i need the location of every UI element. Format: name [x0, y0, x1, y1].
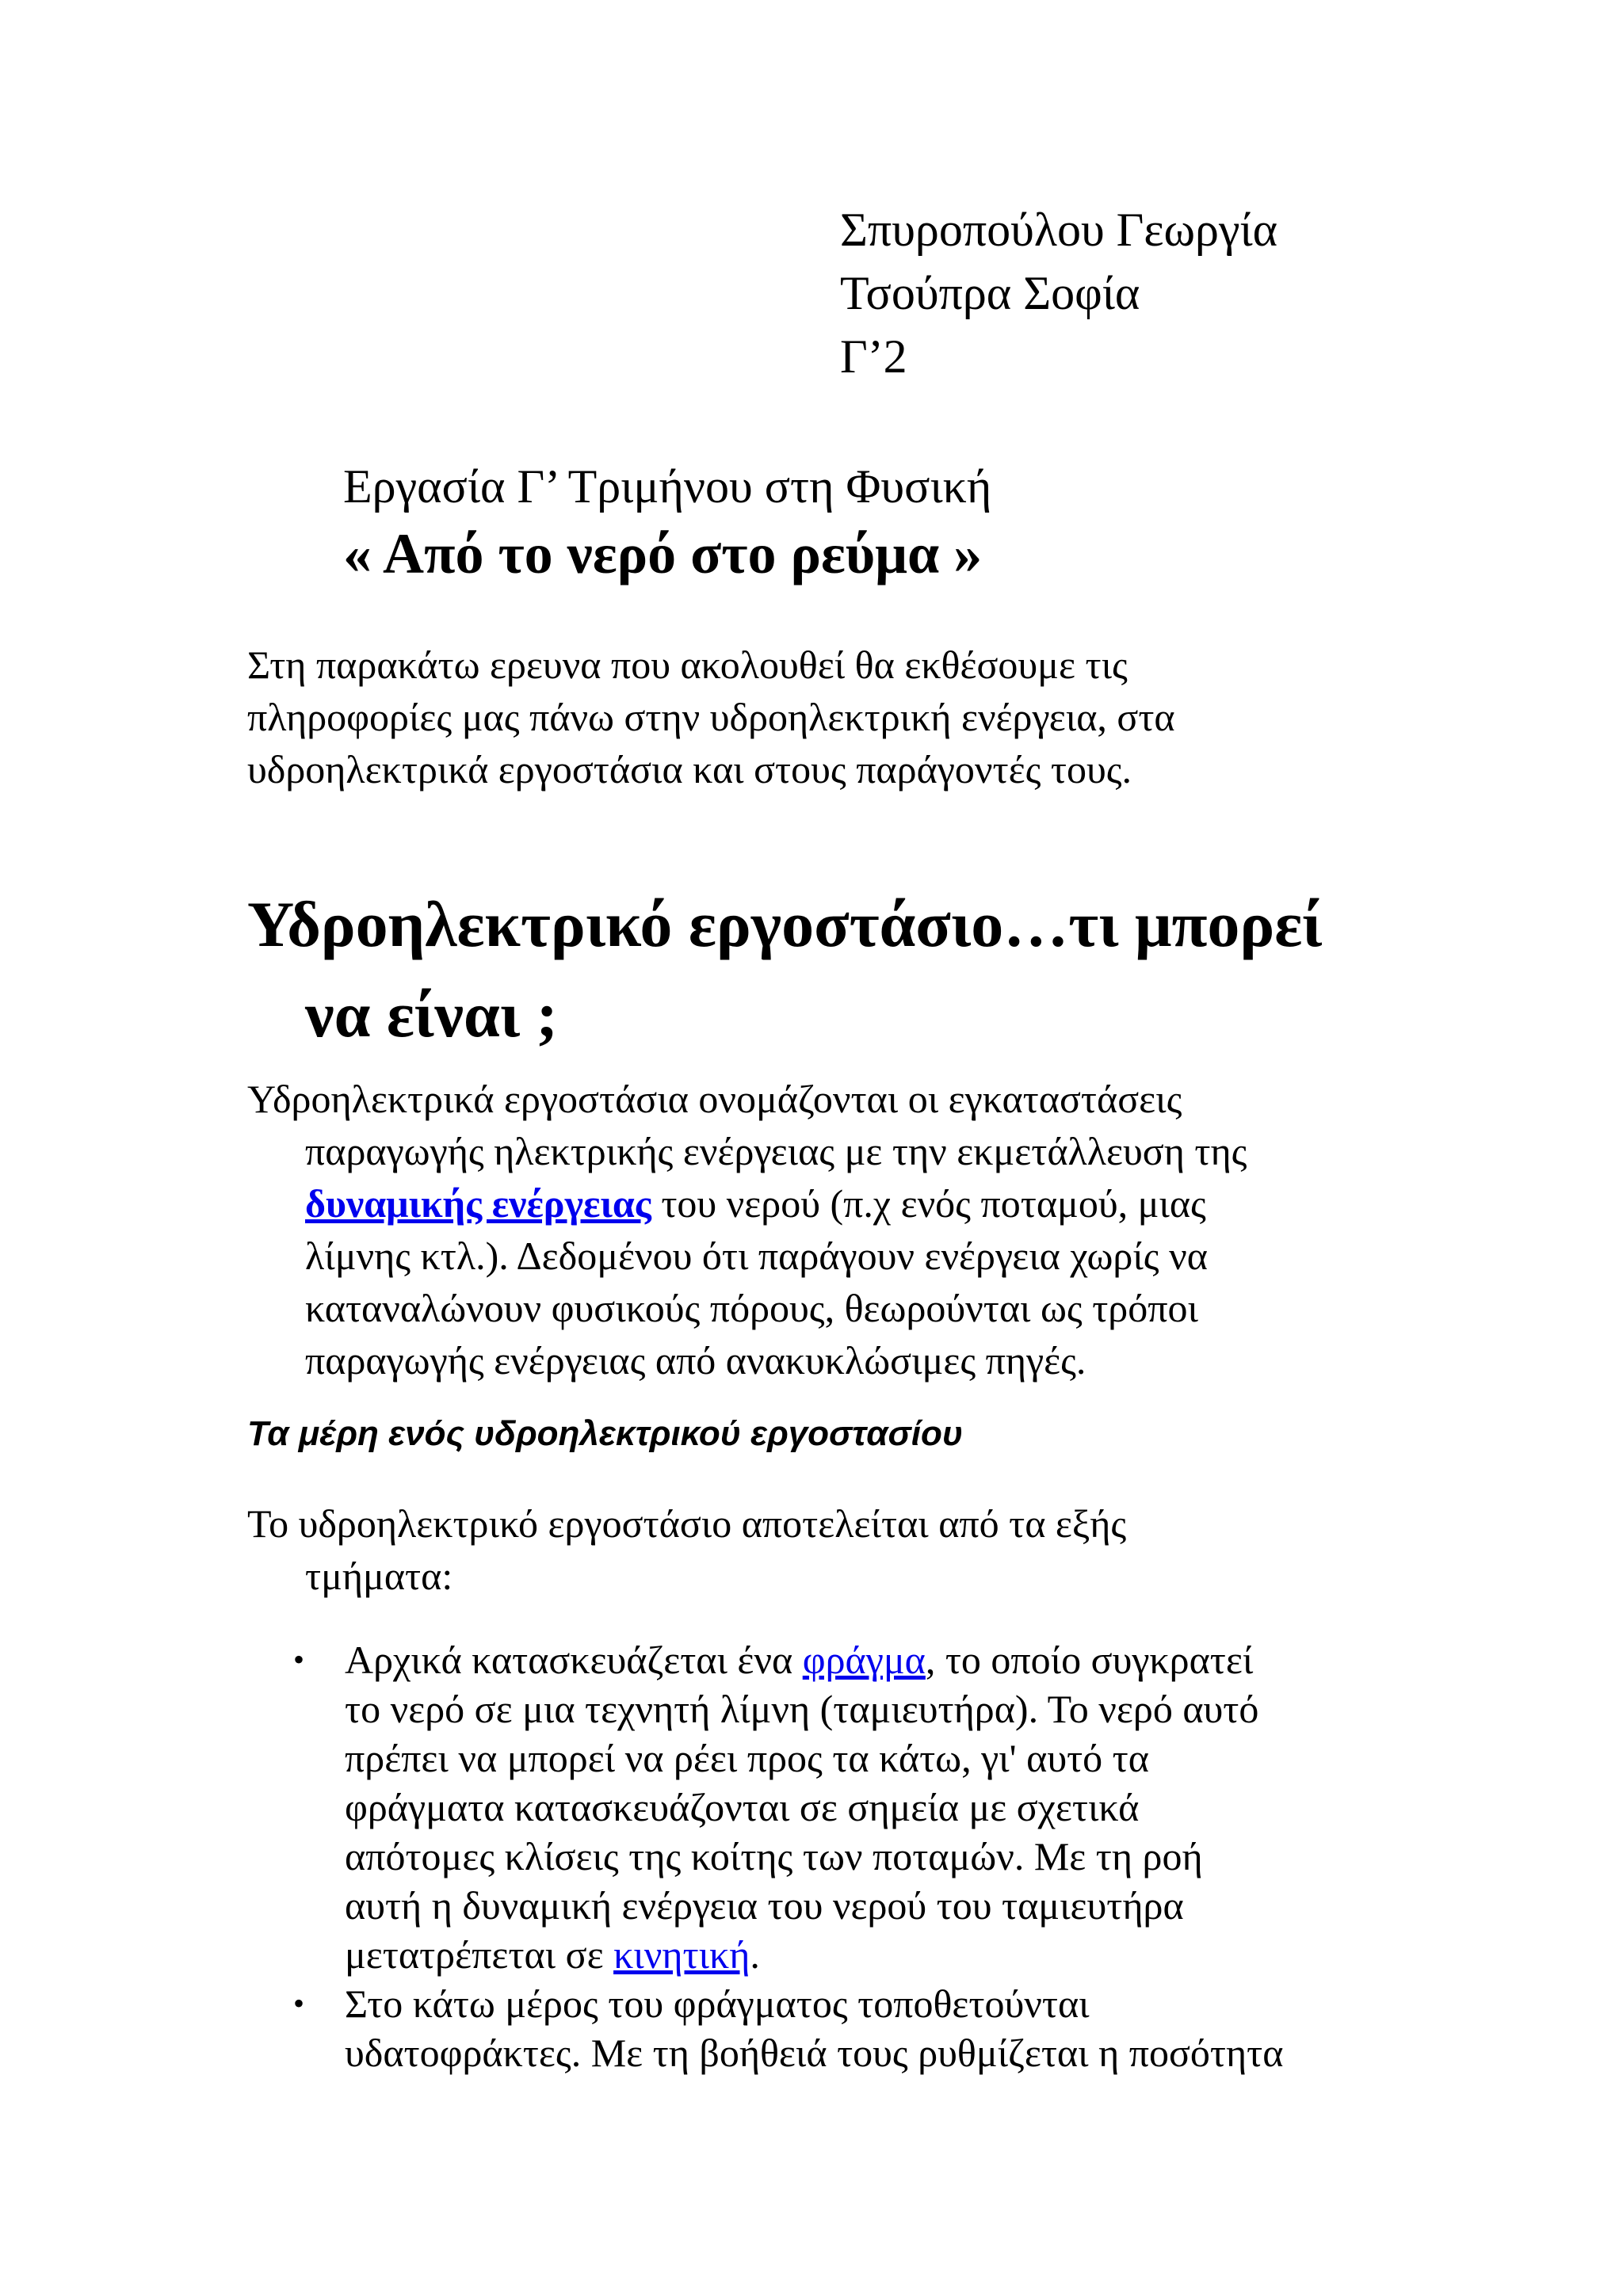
- paragraph-line: υδροηλεκτρικά εργοστάσια και στους παράγοντές τους.: [247, 747, 1132, 791]
- author-name: Τσούπρα Σοφία: [840, 267, 1140, 319]
- dam-link[interactable]: φράγμα: [802, 1638, 926, 1682]
- list-line: αυτή η δυναμική ενέργεια του νερού του ταμιευτήρα: [345, 1883, 1184, 1928]
- author-name: Σπυροπούλου Γεωργία: [840, 204, 1278, 256]
- paragraph-line: τμήματα:: [305, 1554, 453, 1598]
- list-line: [345, 1635, 1283, 1684]
- intro-paragraph: [247, 639, 1515, 795]
- parts-list: [293, 1635, 1283, 2077]
- list-item: [293, 1635, 1283, 1979]
- paragraph-line: λίμνης κτλ.). Δεδομένου ότι παράγουν ενέργεια χωρίς να: [305, 1234, 1208, 1278]
- heading-line: Υδροηλεκτρικό εργοστάσιο…τι μπορεί: [247, 888, 1323, 960]
- heading-line: να είναι ;: [305, 978, 558, 1051]
- authors-block: [840, 198, 1277, 388]
- list-text: Αρχικά κατασκευάζεται ένα: [345, 1638, 803, 1682]
- class-label: Γ’2: [840, 330, 907, 383]
- paragraph-line: Το υδροηλεκτρικό εργοστάσιο αποτελείται από τα εξής: [247, 1501, 1127, 1546]
- list-item: [293, 1979, 1283, 2077]
- bullet-marker: •: [293, 1642, 305, 1677]
- list-text: .: [750, 1932, 760, 1977]
- list-line: πρέπει να μπορεί να ρέει προς τα κάτω, γι' αυτό τα: [345, 1736, 1149, 1780]
- parts-intro-paragraph: [247, 1497, 1126, 1602]
- paragraph-line: παραγωγής ενέργειας από ανακυκλώσιμες πηγές.: [305, 1338, 1086, 1383]
- document-title: « Από το νερό στο ρεύμα »: [343, 522, 983, 585]
- paragraph-line: πληροφορίες μας πάνω στην υδροηλεκτρική ενέργεια, στα: [247, 695, 1175, 739]
- paragraph-line: Στη παρακάτω ερευνα που ακολουθεί θα εκθέσουμε τις: [247, 643, 1128, 687]
- list-line: απότομες κλίσεις της κοίτης των ποταμών. Με τη ροή: [345, 1834, 1203, 1878]
- paragraph-line: καταναλώνουν φυσικούς πόρους, θεωρούνται ως τρόποι: [305, 1286, 1198, 1330]
- document-subtitle: Εργασία Γ’ Τριμήνου στη Φυσική: [343, 460, 992, 513]
- kinetic-energy-link[interactable]: κινητική: [613, 1932, 750, 1977]
- definition-paragraph: [247, 1073, 1247, 1386]
- list-line: Στο κάτω μέρος του φράγματος τοποθετούνται: [345, 1981, 1090, 2026]
- list-line: υδατοφράκτες. Με τη βοήθειά τους ρυθμίζεται η ποσότητα: [345, 2031, 1284, 2075]
- paragraph-line: παραγωγής ηλεκτρικής ενέργειας με την εκμετάλλευση της: [305, 1129, 1247, 1173]
- title-block: [343, 455, 991, 589]
- paragraph-text: του νερού (π.χ ενός ποταμού, μιας: [651, 1181, 1206, 1226]
- potential-energy-link[interactable]: δυναμικής ενέργειας: [305, 1181, 651, 1226]
- list-line: φράγματα κατασκευάζονται σε σημεία με σχετικά: [345, 1785, 1140, 1829]
- paragraph-line: Υδροηλεκτρικά εργοστάσια ονομάζονται οι εγκαταστάσεις: [247, 1077, 1182, 1121]
- list-line: το νερό σε μια τεχνητή λίμνη (ταμιευτήρα). Το νερό αυτό: [345, 1687, 1259, 1731]
- paragraph-line: [247, 1177, 1247, 1230]
- bullet-marker: •: [293, 1985, 305, 2021]
- list-text: μετατρέπεται σε: [345, 1932, 614, 1977]
- list-line: [345, 1930, 1283, 1979]
- section-heading: [247, 879, 1323, 1060]
- subsection-heading: Τα μέρη ενός υδροηλεκτρικού εργοστασίου: [247, 1414, 963, 1453]
- list-text: , το οποίο συγκρατεί: [925, 1638, 1254, 1682]
